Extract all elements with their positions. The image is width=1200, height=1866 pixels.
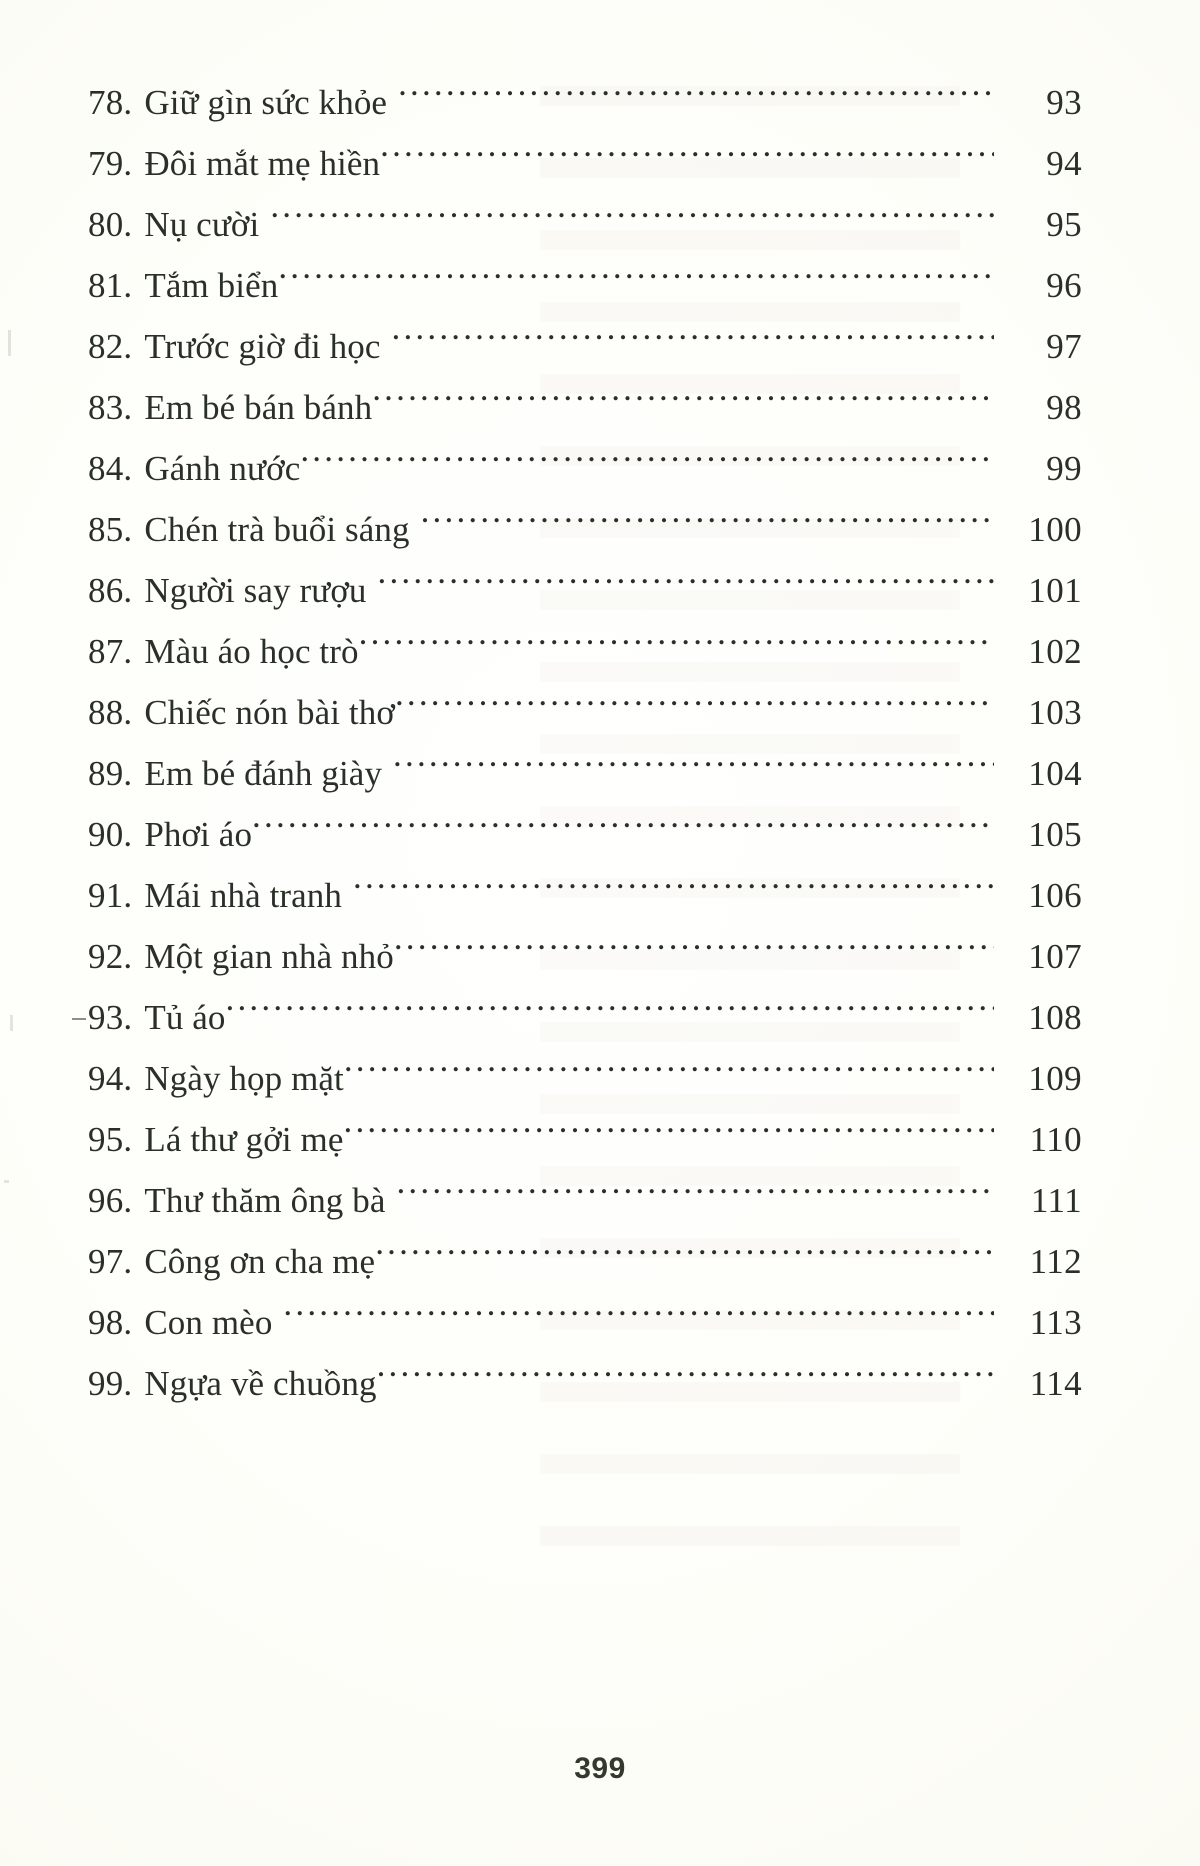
toc-entry-page-number: 109: [1028, 1059, 1082, 1098]
toc-leader-dots: [377, 1360, 994, 1395]
toc-entry-title: Phơi áo: [144, 815, 253, 854]
toc-entry-title: Lá thư gởi mẹ: [144, 1120, 344, 1159]
toc-leader-dots: [283, 1299, 994, 1334]
toc-entry-number: 80.: [88, 205, 133, 244]
toc-entry-number: 85.: [88, 510, 133, 549]
toc-entry-title: Nụ cười: [144, 205, 260, 244]
toc-entry-page-number: 94: [1046, 144, 1082, 183]
toc-entry-number: 86.: [88, 571, 133, 610]
toc-entry-page-number: 113: [1029, 1303, 1082, 1342]
toc-entry[interactable]: [88, 316, 1082, 377]
toc-entry-number: 98.: [88, 1303, 133, 1342]
toc-entry-page-number: 104: [1028, 754, 1082, 793]
toc-entry-title: Chén trà buổi sáng: [144, 510, 410, 549]
toc-leader-dots: [344, 1116, 994, 1151]
toc-entry-page-number: 106: [1028, 876, 1082, 915]
toc-entry-title: Màu áo học trò: [144, 632, 359, 671]
toc-entry[interactable]: [88, 377, 1082, 438]
toc-entry-number: 93.: [88, 998, 133, 1037]
toc-entry[interactable]: [88, 1170, 1082, 1231]
toc-entry-title: Đôi mắt mẹ hiền: [144, 144, 381, 183]
toc-entry-title: Tắm biển: [144, 266, 279, 305]
toc-entry[interactable]: [88, 1292, 1082, 1353]
toc-leader-dots: [344, 1055, 994, 1090]
toc-entry-title: Ngựa về chuồng: [144, 1364, 377, 1403]
toc-entry-number: 90.: [88, 815, 133, 854]
toc-leader-dots: [252, 811, 994, 846]
toc-entry-number: 87.: [88, 632, 133, 671]
toc-leader-dots: [393, 750, 994, 785]
toc-entry-title: Tủ áo: [144, 998, 226, 1037]
toc-entry-page-number: 105: [1028, 815, 1082, 854]
toc-entry-title: Một gian nhà nhỏ: [144, 937, 394, 976]
toc-entry[interactable]: [88, 1109, 1082, 1170]
toc-entry-title: Gánh nước: [144, 449, 301, 488]
toc-leader-dots: [380, 140, 994, 175]
toc-entry-title: Con mèo: [144, 1303, 273, 1342]
toc-entry-number: 99.: [88, 1364, 133, 1403]
toc-entry[interactable]: [88, 438, 1082, 499]
toc-leader-dots: [394, 933, 994, 968]
toc-leader-dots: [300, 445, 994, 480]
toc-entry[interactable]: [88, 865, 1082, 926]
toc-entry-page-number: 100: [1028, 510, 1082, 549]
toc-entry[interactable]: [88, 987, 1082, 1048]
toc-entry-title: Chiếc nón bài thơ: [144, 693, 395, 732]
toc-entry-number: 89.: [88, 754, 133, 793]
toc-entry-page-number: 97: [1046, 327, 1082, 366]
toc-entry-page-number: 96: [1046, 266, 1082, 305]
toc-entry-number: 95.: [88, 1120, 133, 1159]
toc-entry[interactable]: [88, 743, 1082, 804]
toc-leader-dots: [375, 1238, 994, 1273]
toc-entry-number: 94.: [88, 1059, 133, 1098]
toc-leader-dots: [392, 323, 994, 358]
toc-entry-number: 96.: [88, 1181, 133, 1220]
toc-entry-page-number: 112: [1029, 1242, 1082, 1281]
toc-entry-number: 92.: [88, 937, 133, 976]
toc-entry-page-number: 107: [1028, 937, 1082, 976]
toc-entry-number: 79.: [88, 144, 133, 183]
toc-leader-dots: [359, 628, 994, 663]
toc-entry[interactable]: [88, 194, 1082, 255]
toc-entry-title: Em bé bán bánh: [144, 388, 373, 427]
toc-entry[interactable]: [88, 1231, 1082, 1292]
toc-entry[interactable]: [88, 560, 1082, 621]
toc-entry-number: 83.: [88, 388, 133, 427]
toc-entry-title: Em bé đánh giày: [144, 754, 383, 793]
toc-leader-dots: [396, 1177, 994, 1212]
toc-entry-page-number: 99: [1046, 449, 1082, 488]
toc-entry[interactable]: [88, 926, 1082, 987]
toc-entry-page-number: 93: [1046, 83, 1082, 122]
toc-entry-number: 97.: [88, 1242, 133, 1281]
toc-entry-title: Công ơn cha mẹ: [144, 1242, 376, 1281]
toc-entry-page-number: 101: [1028, 571, 1082, 610]
toc-entry-title: Trước giờ đi học: [144, 327, 381, 366]
toc-entry-number: 81.: [88, 266, 133, 305]
toc-entry-page-number: 114: [1029, 1364, 1082, 1403]
toc-entry[interactable]: [88, 133, 1082, 194]
toc-leader-dots: [353, 872, 994, 907]
toc-entry-number: 91.: [88, 876, 133, 915]
toc-entry-page-number: 102: [1028, 632, 1082, 671]
toc-entry-page-number: 98: [1046, 388, 1082, 427]
toc-leader-dots: [278, 262, 994, 297]
toc-entry[interactable]: [88, 255, 1082, 316]
toc-entry-title: Giữ gìn sức khỏe: [144, 83, 388, 122]
toc-entry-page-number: 95: [1046, 205, 1082, 244]
page-folio-number: 399: [574, 1752, 626, 1785]
toc-entry-page-number: 110: [1029, 1120, 1082, 1159]
toc-entry-title: Thư thăm ông bà: [144, 1181, 386, 1220]
toc-leader-dots: [398, 79, 994, 114]
toc-entry[interactable]: [88, 621, 1082, 682]
toc-entry[interactable]: [88, 1353, 1082, 1414]
toc-entry[interactable]: [88, 499, 1082, 560]
toc-entry-page-number: 103: [1028, 693, 1082, 732]
toc-entry-number: 78.: [88, 83, 133, 122]
toc-entry-title: Người say rượu: [144, 571, 367, 610]
toc-entry[interactable]: [88, 682, 1082, 743]
toc-entry-page-number: 111: [1030, 1181, 1082, 1220]
toc-leader-dots: [395, 689, 994, 724]
toc-leader-dots: [421, 506, 994, 541]
toc-entry[interactable]: [88, 1048, 1082, 1109]
toc-entry[interactable]: [88, 804, 1082, 865]
toc-entry-page-number: 108: [1028, 998, 1082, 1037]
toc-entry-title: Ngày họp mặt: [144, 1059, 344, 1098]
toc-entry[interactable]: [88, 72, 1082, 133]
toc-leader-dots: [226, 994, 994, 1029]
toc-entry-number: 84.: [88, 449, 133, 488]
toc-leader-dots: [372, 384, 994, 419]
toc-leader-dots: [270, 201, 994, 236]
toc-entry-number: 88.: [88, 693, 133, 732]
toc-leader-dots: [378, 567, 994, 602]
toc-entry-number: 82.: [88, 327, 133, 366]
toc-entry-title: Mái nhà tranh: [144, 876, 342, 915]
